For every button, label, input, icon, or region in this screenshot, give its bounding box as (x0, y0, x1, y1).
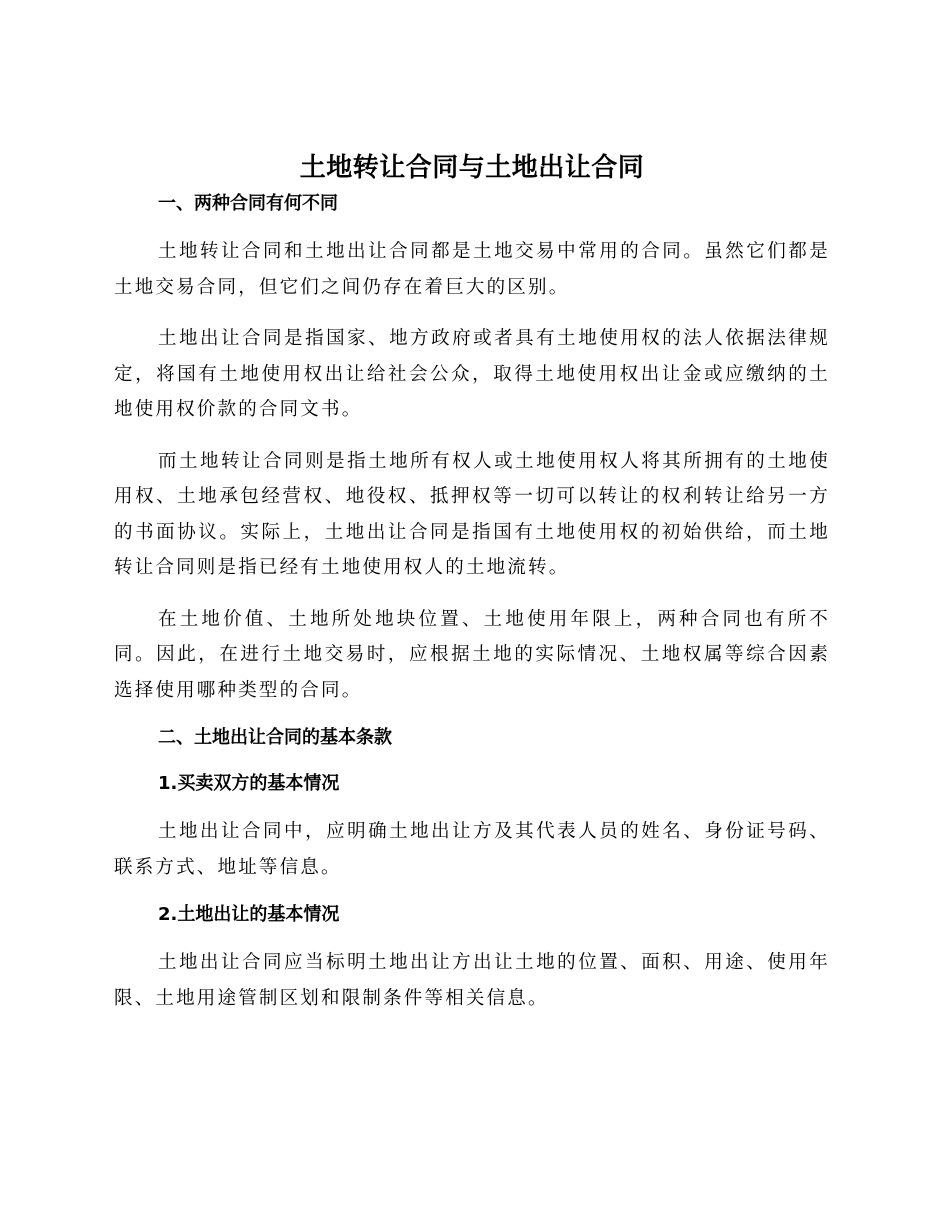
section-1-paragraph-4: 在土地价值、土地所处地块位置、土地使用年限上，两种合同也有所不同。因此，在进行土地交易时，应根据土地的实际情况、土地权属等综合因素选择使用哪种类型的合同。 (114, 608, 830, 701)
section-heading-2: 二、土地出让合同的基本条款 (158, 727, 392, 748)
section-1-paragraph-3: 而土地转让合同则是指土地所有权人或土地使用权人将其所拥有的土地使用权、土地承包经营权、地役权、抵押权等一切可以转让的权利转让给另一方的书面协议。实际上，土地出让合同是指国有土地使用权的初始供给，而土地转让合同则是指已经有土地使用权人的土地流转。 (114, 450, 830, 578)
section-heading-1: 一、两种合同有何不同 (158, 193, 338, 214)
subsection-2-paragraph: 土地出让合同应当标明土地出让方出让土地的位置、面积、用途、使用年限、土地用途管制区划和限制条件等相关信息。 (114, 952, 830, 1009)
document-body (114, 150, 830, 1032)
subsection-heading-1: 1.买卖双方的基本情况 (158, 773, 340, 794)
subsection-1-paragraph: 土地出让合同中，应明确土地出让方及其代表人员的姓名、身份证号码、联系方式、地址等信息。 (114, 821, 830, 878)
document-title: 土地转让合同与土地出让合同 (299, 153, 645, 183)
section-1-paragraph-1: 土地转让合同和土地出让合同都是土地交易中常用的合同。虽然它们都是土地交易合同，但它们之间仍存在着巨大的区别。 (114, 241, 830, 298)
section-1-paragraph-2: 土地出让合同是指国家、地方政府或者具有土地使用权的法人依据法律规定，将国有土地使用权出让给社会公众，取得土地使用权出让金或应缴纳的土地使用权价款的合同文书。 (114, 328, 830, 420)
subsection-heading-2: 2.土地出让的基本情况 (158, 904, 340, 925)
